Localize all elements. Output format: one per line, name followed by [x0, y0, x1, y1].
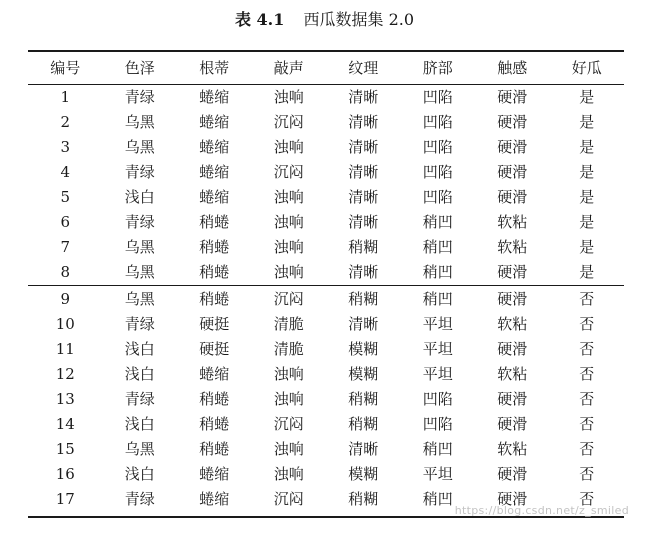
table-cell: 清晰 [348, 263, 379, 281]
table-cell: 稍凹 [422, 263, 453, 281]
table-cell: 平坦 [422, 365, 453, 383]
table-cell: 沉闷 [273, 113, 304, 131]
table-cell: 硬滑 [497, 340, 528, 358]
table-caption [0, 10, 649, 30]
table-cell: 稍蜷 [199, 290, 230, 308]
table-row [28, 312, 624, 337]
table-cell: 凹陷 [422, 415, 453, 433]
table-title: 西瓜数据集 2.0 [303, 10, 415, 29]
table-cell: 浅白 [124, 340, 155, 358]
table-cell: 凹陷 [422, 138, 453, 156]
table-cell: 否 [579, 415, 595, 433]
table-cell: 稍蜷 [199, 440, 230, 458]
table-cell: 6 [60, 213, 71, 231]
table-cell: 稍凹 [422, 490, 453, 508]
table-cell: 软粘 [497, 213, 528, 231]
header-root: 根蒂 [199, 59, 230, 77]
table-cell: 沉闷 [273, 163, 304, 181]
table-cell: 是 [579, 263, 595, 281]
table-row [28, 160, 624, 185]
table-cell: 乌黑 [124, 138, 155, 156]
table-row [28, 260, 624, 285]
table-row [28, 437, 624, 462]
table-cell: 蜷缩 [199, 188, 230, 206]
table-cell: 稍蜷 [199, 238, 230, 256]
header-label: 好瓜 [571, 59, 602, 77]
table-cell: 浊响 [273, 213, 304, 231]
table-cell: 是 [579, 213, 595, 231]
table-cell: 是 [579, 88, 595, 106]
header-row [28, 54, 624, 83]
header-texture: 纹理 [348, 59, 379, 77]
header-sound: 敲声 [273, 59, 304, 77]
table-cell: 硬滑 [497, 263, 528, 281]
table-cell: 否 [579, 490, 595, 508]
table-cell: 模糊 [348, 465, 379, 483]
table-cell: 青绿 [124, 88, 155, 106]
table-cell: 青绿 [124, 163, 155, 181]
table-cell: 浊响 [273, 263, 304, 281]
table-cell: 蜷缩 [199, 365, 230, 383]
table-cell: 乌黑 [124, 263, 155, 281]
table-cell: 浅白 [124, 415, 155, 433]
table-cell: 乌黑 [124, 238, 155, 256]
table-cell: 清晰 [348, 440, 379, 458]
table-cell: 浊响 [273, 390, 304, 408]
table-cell: 17 [55, 490, 75, 508]
table-cell: 是 [579, 238, 595, 256]
table-row [28, 337, 624, 362]
table-cell: 清脆 [273, 340, 304, 358]
table-cell: 3 [60, 138, 71, 156]
header-touch: 触感 [497, 59, 528, 77]
table-row [28, 85, 624, 110]
table-cell: 浅白 [124, 365, 155, 383]
table-cell: 稍凹 [422, 440, 453, 458]
table-cell: 硬滑 [497, 113, 528, 131]
table-cell: 硬滑 [497, 163, 528, 181]
table-cell: 硬滑 [497, 465, 528, 483]
table-cell: 16 [55, 465, 75, 483]
table-cell: 清晰 [348, 113, 379, 131]
table-cell: 9 [60, 290, 71, 308]
table-row [28, 362, 624, 387]
table-cell: 稍糊 [348, 238, 379, 256]
table-row [28, 235, 624, 260]
table-cell: 稍凹 [422, 238, 453, 256]
table-cell: 浅白 [124, 465, 155, 483]
table-cell: 稍凹 [422, 213, 453, 231]
table-cell: 模糊 [348, 340, 379, 358]
table-body-good [28, 85, 624, 285]
header-color: 色泽 [124, 59, 155, 77]
table-cell: 蜷缩 [199, 465, 230, 483]
table-cell: 清晰 [348, 88, 379, 106]
table-cell: 模糊 [348, 365, 379, 383]
table-cell: 青绿 [124, 315, 155, 333]
table-cell: 否 [579, 390, 595, 408]
table-row [28, 387, 624, 412]
table-cell: 浊响 [273, 465, 304, 483]
table-cell: 否 [579, 340, 595, 358]
table-cell: 稍糊 [348, 390, 379, 408]
table-cell: 浊响 [273, 88, 304, 106]
table-cell: 2 [60, 113, 71, 131]
table-cell: 平坦 [422, 465, 453, 483]
table-cell: 10 [55, 315, 75, 333]
table-cell: 13 [55, 390, 75, 408]
table-cell: 清晰 [348, 213, 379, 231]
table-cell: 稍蜷 [199, 390, 230, 408]
table-cell: 浊响 [273, 138, 304, 156]
table-row [28, 185, 624, 210]
table-cell: 青绿 [124, 490, 155, 508]
table-cell: 15 [55, 440, 75, 458]
table-cell: 软粘 [497, 440, 528, 458]
table-row [28, 462, 624, 487]
table-cell: 否 [579, 315, 595, 333]
table-cell: 否 [579, 465, 595, 483]
table-cell: 7 [60, 238, 71, 256]
table-row [28, 135, 624, 160]
table-cell: 乌黑 [124, 440, 155, 458]
table-cell: 软粘 [497, 315, 528, 333]
table-cell: 凹陷 [422, 113, 453, 131]
table-cell: 硬滑 [497, 88, 528, 106]
table-cell: 平坦 [422, 315, 453, 333]
table-cell: 清脆 [273, 315, 304, 333]
table-row [28, 110, 624, 135]
table-cell: 硬挺 [199, 340, 230, 358]
table-number: 表 4.1 [234, 10, 285, 29]
table-body-bad [28, 287, 624, 512]
table-cell: 蜷缩 [199, 113, 230, 131]
table-cell: 硬滑 [497, 390, 528, 408]
table-cell: 乌黑 [124, 113, 155, 131]
table-cell: 凹陷 [422, 88, 453, 106]
table-cell: 浊响 [273, 365, 304, 383]
table-cell: 平坦 [422, 340, 453, 358]
table-cell: 是 [579, 138, 595, 156]
table-cell: 否 [579, 290, 595, 308]
table-cell: 硬滑 [497, 490, 528, 508]
table-cell: 硬挺 [199, 315, 230, 333]
table-cell: 沉闷 [273, 290, 304, 308]
table-cell: 凹陷 [422, 188, 453, 206]
table-cell: 青绿 [124, 213, 155, 231]
table-cell: 硬滑 [497, 188, 528, 206]
table-cell: 8 [60, 263, 71, 281]
header-navel: 脐部 [422, 59, 453, 77]
table-cell: 硬滑 [497, 290, 528, 308]
table-cell: 浊响 [273, 188, 304, 206]
table-cell: 稍糊 [348, 290, 379, 308]
top-rule [28, 50, 624, 52]
table-cell: 硬滑 [497, 138, 528, 156]
table-cell: 浊响 [273, 440, 304, 458]
table-cell: 沉闷 [273, 415, 304, 433]
table-cell: 12 [55, 365, 75, 383]
table-cell: 是 [579, 188, 595, 206]
table-row [28, 210, 624, 235]
table-cell: 5 [60, 188, 71, 206]
table-cell: 稍糊 [348, 490, 379, 508]
table-cell: 蜷缩 [199, 163, 230, 181]
table-cell: 稍蜷 [199, 213, 230, 231]
table-header [28, 54, 624, 83]
table-row [28, 412, 624, 437]
table-cell: 蜷缩 [199, 138, 230, 156]
table-cell: 4 [60, 163, 71, 181]
table-cell: 凹陷 [422, 163, 453, 181]
table-cell: 稍糊 [348, 415, 379, 433]
table-cell: 清晰 [348, 188, 379, 206]
table-cell: 软粘 [497, 365, 528, 383]
table-cell: 稍蜷 [199, 415, 230, 433]
header-id: 编号 [50, 59, 81, 77]
table-cell: 否 [579, 440, 595, 458]
table-cell: 稍凹 [422, 290, 453, 308]
table-cell: 否 [579, 365, 595, 383]
table-cell: 凹陷 [422, 390, 453, 408]
table-cell: 清晰 [348, 163, 379, 181]
table-cell: 硬滑 [497, 415, 528, 433]
table-row [28, 287, 624, 312]
table-cell: 14 [55, 415, 75, 433]
table-cell: 清晰 [348, 315, 379, 333]
table-cell: 浅白 [124, 188, 155, 206]
table-cell: 稍蜷 [199, 263, 230, 281]
table-cell: 沉闷 [273, 490, 304, 508]
table-cell: 1 [60, 88, 71, 106]
table-cell: 清晰 [348, 138, 379, 156]
table-cell: 蜷缩 [199, 490, 230, 508]
watermark: https://blog.csdn.net/z_smiled [454, 504, 629, 517]
group-divider-rule [28, 285, 624, 286]
table-cell: 浊响 [273, 238, 304, 256]
table-cell: 青绿 [124, 390, 155, 408]
table-cell: 蜷缩 [199, 88, 230, 106]
table-cell: 是 [579, 113, 595, 131]
table-cell: 11 [55, 340, 75, 358]
table-cell: 是 [579, 163, 595, 181]
table-cell: 乌黑 [124, 290, 155, 308]
table-cell: 软粘 [497, 238, 528, 256]
